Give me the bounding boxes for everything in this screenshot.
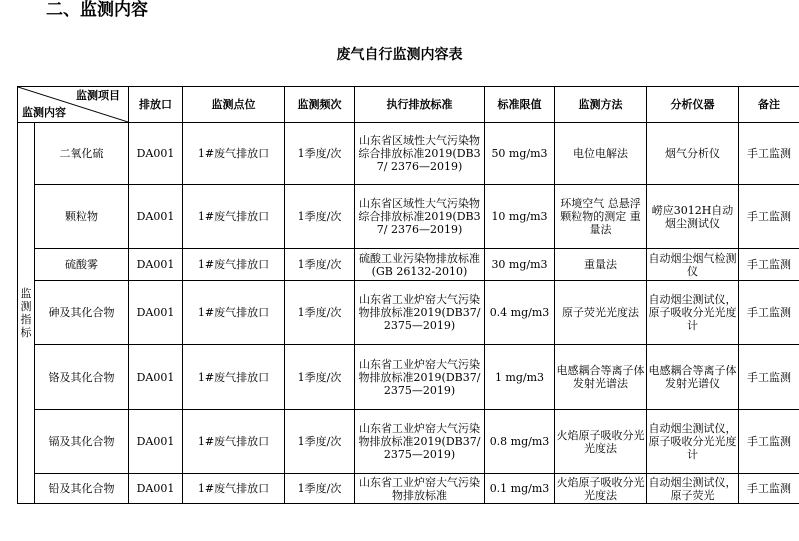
cell-instrument: 自动烟尘测试仪，原子吸收分光光度计 [647,410,739,474]
cell-method: 重量法 [555,249,647,281]
cell-outlet: DA001 [129,249,183,281]
cell-standard: 山东省区域性大气污染物综合排放标准2019(DB37/ 2376—2019) [355,185,485,249]
cell-remark: 手工监测 [739,123,799,185]
table-row [18,474,799,504]
cell-item: 颗粒物 [35,185,129,249]
cell-method: 电位电解法 [555,123,647,185]
header-item-top: 监测项目 [76,89,120,102]
cell-frequency: 1季度/次 [285,410,355,474]
cell-point: 1#废气排放口 [183,345,285,410]
header-method: 监测方法 [555,87,647,123]
cell-frequency: 1季度/次 [285,474,355,504]
header-remark: 备注 [739,87,799,123]
cell-point: 1#废气排放口 [183,249,285,281]
cell-method: 火焰原子吸收分光光度法 [555,410,647,474]
table-row [18,410,799,474]
cell-remark: 手工监测 [739,185,799,249]
cell-item: 铅及其化合物 [35,474,129,504]
cell-remark: 手工监测 [739,281,799,345]
cell-item: 二氧化硫 [35,123,129,185]
cell-limit: 0.4 mg/m3 [485,281,555,345]
cell-remark: 手工监测 [739,249,799,281]
cell-frequency: 1季度/次 [285,185,355,249]
section-heading: 二、监测内容 [46,0,148,20]
cell-instrument: 烟气分析仪 [647,123,739,185]
header-instrument: 分析仪器 [647,87,739,123]
monitoring-table [17,86,799,504]
cell-frequency: 1季度/次 [285,123,355,185]
cell-outlet: DA001 [129,281,183,345]
cell-standard: 山东省工业炉窑大气污染物排放标准2019(DB37/ 2375—2019) [355,345,485,410]
cell-point: 1#废气排放口 [183,474,285,504]
table-row [18,185,799,249]
table-row [18,345,799,410]
cell-limit: 30 mg/m3 [485,249,555,281]
cell-item: 铬及其化合物 [35,345,129,410]
cell-frequency: 1季度/次 [285,345,355,410]
cell-point: 1#废气排放口 [183,123,285,185]
table-row [18,281,799,345]
table-title: 废气自行监测内容表 [336,47,463,63]
header-limit: 标准限值 [485,87,555,123]
cell-limit: 0.8 mg/m3 [485,410,555,474]
cell-standard: 山东省工业炉窑大气污染物排放标准 [355,474,485,504]
cell-limit: 0.1 mg/m3 [485,474,555,504]
cell-frequency: 1季度/次 [285,281,355,345]
cell-outlet: DA001 [129,123,183,185]
header-item-diagonal [18,87,129,123]
cell-standard: 山东省区域性大气污染物综合排放标准2019(DB37/ 2376—2019) [355,123,485,185]
table-row [18,123,799,185]
cell-outlet: DA001 [129,410,183,474]
cell-method: 火焰原子吸收分光光度法 [556,475,645,502]
cell-method: 原子荧光光度法 [555,281,647,345]
cell-instrument: 自动烟尘烟气检测仪 [647,249,739,281]
cell-frequency: 1季度/次 [285,249,355,281]
cell-standard: 山东省工业炉窑大气污染物排放标准2019(DB37/ 2375—2019) [355,281,485,345]
cell-instrument: 崂应3012H自动烟尘测试仪 [647,185,739,249]
header-point: 监测点位 [183,87,285,123]
cell-outlet: DA001 [129,345,183,410]
cell-instrument: 自动烟尘测试仪，原子荧光 [648,475,737,502]
cell-remark: 手工监测 [739,345,799,410]
header-item-bottom: 监测内容 [22,106,66,119]
cell-standard: 硫酸工业污染物排放标准(GB 26132-2010) [355,249,485,281]
cell-instrument: 电感耦合等离子体发射光谱仪 [647,345,739,410]
header-frequency: 监测频次 [285,87,355,123]
cell-remark: 手工监测 [739,474,799,504]
cell-outlet: DA001 [129,185,183,249]
cell-limit: 50 mg/m3 [485,123,555,185]
header-row [18,87,799,123]
cell-point: 1#废气排放口 [183,410,285,474]
cell-method: 电感耦合等离子体发射光谱法 [555,345,647,410]
cell-instrument: 自动烟尘测试仪，原子吸收分光光度计 [647,281,739,345]
cell-item: 镉及其化合物 [35,410,129,474]
table-row [18,249,799,281]
cell-point: 1#废气排放口 [183,185,285,249]
header-outlet: 排放口 [129,87,183,123]
cell-method: 环境空气 总悬浮颗粒物的测定 重量法 [555,185,647,249]
cell-standard: 山东省工业炉窑大气污染物排放标准2019(DB37/ 2375—2019) [355,410,485,474]
cell-outlet: DA001 [129,474,183,504]
group-label: 监测指标 [18,123,35,504]
cell-limit: 1 mg/m3 [485,345,555,410]
cell-point: 1#废气排放口 [183,281,285,345]
header-standard: 执行排放标准 [355,87,485,123]
cell-item: 砷及其化合物 [35,281,129,345]
cell-limit: 10 mg/m3 [485,185,555,249]
cell-remark: 手工监测 [739,410,799,474]
cell-item: 硫酸雾 [35,249,129,281]
